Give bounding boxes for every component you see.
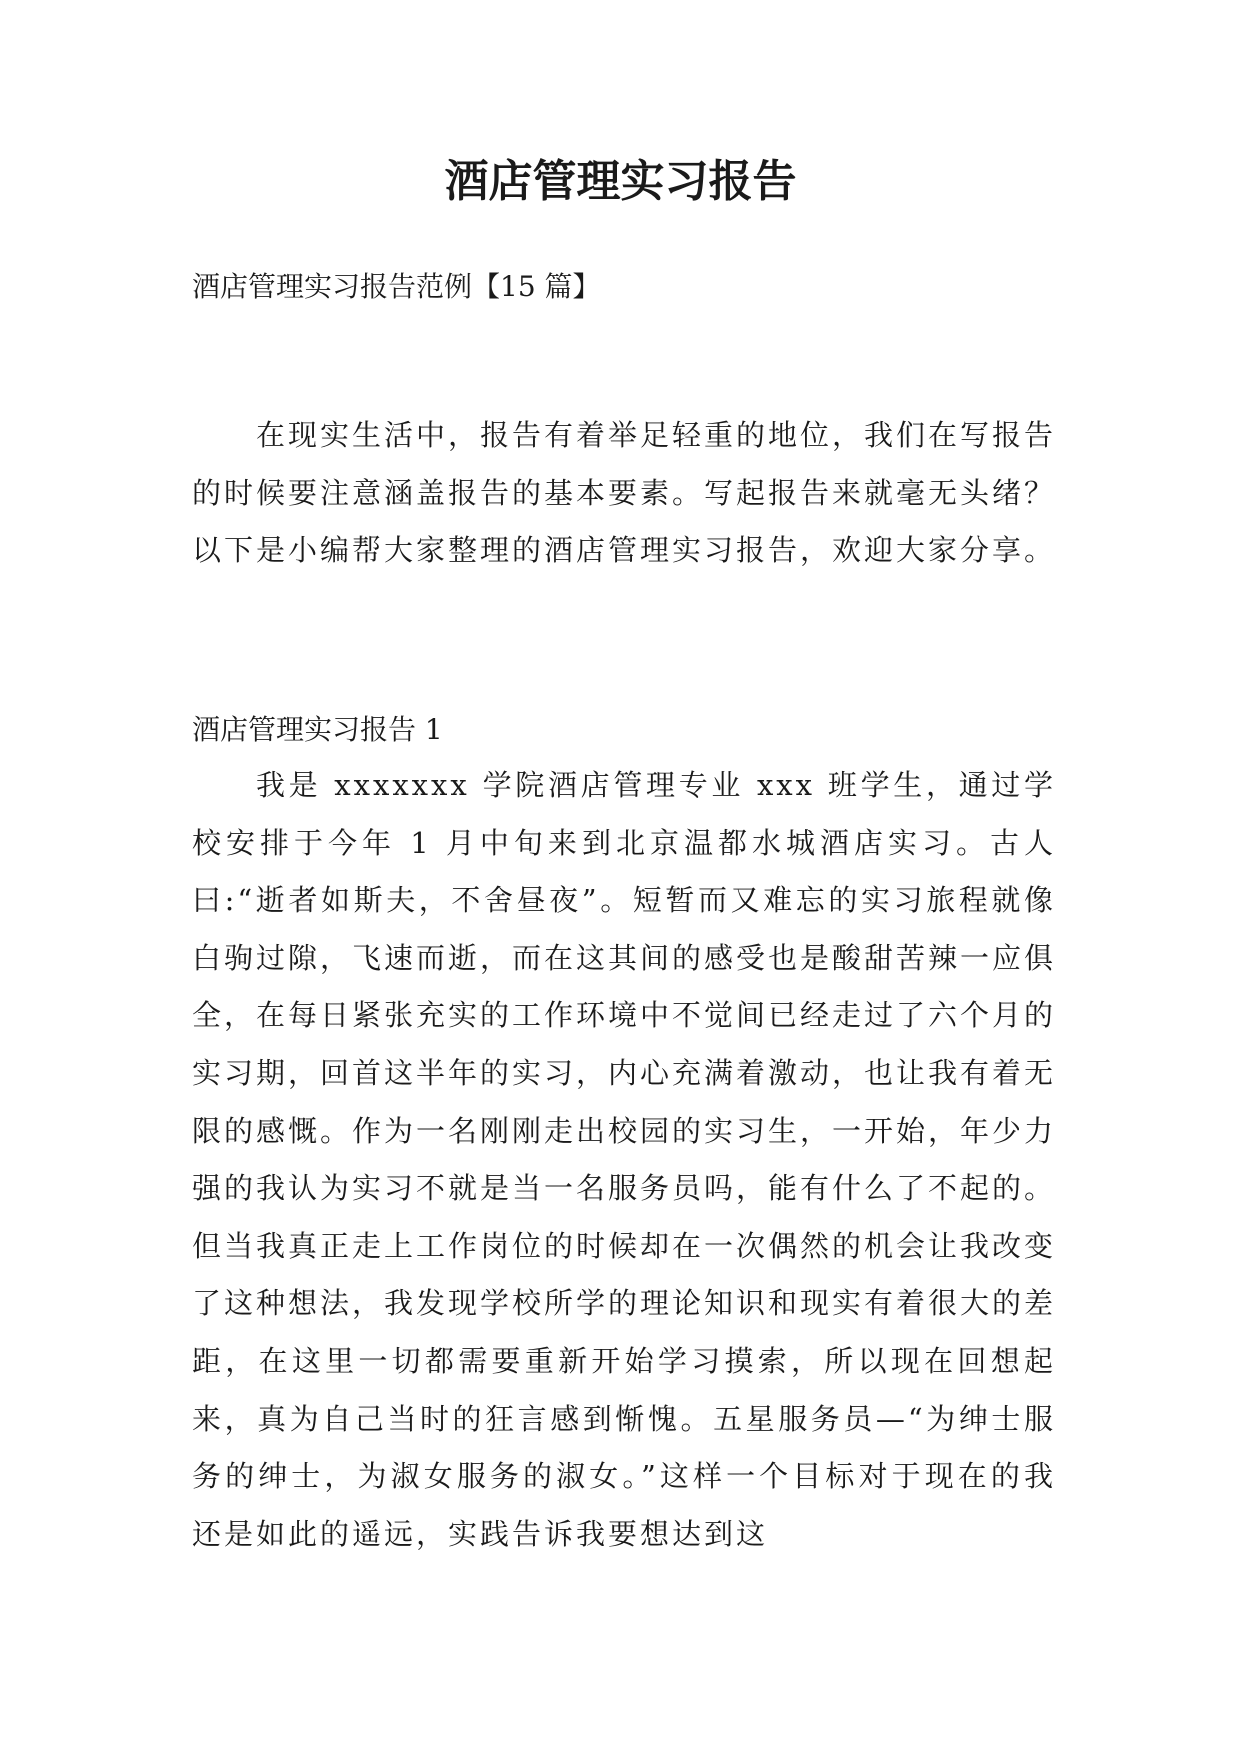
intro-paragraph: 在现实生活中，报告有着举足轻重的地位，我们在写报告的时候要注意涵盖报告的基本要素。写起报告来就毫无头绪？以下是小编帮大家整理的酒店管理实习报告，欢迎大家分享。: [192, 418, 1057, 568]
document-title: 酒店管理实习报告: [444, 156, 797, 207]
section-body-1: 我是 xxxxxxx 学院酒店管理专业 xxx 班学生，通过学校安排于今年 1 月中旬来到北京温都水城酒店实习。古人曰:“逝者如斯夫，不舍昼夜”。短暂而又难忘的实习旅程就像白驹过隙，飞速而逝，而在这其间的感受也是酸甜苦辣一应俱全，在每日紧张充实的工作环境中不觉间已经走过了六个月的实习期，回首这半年的实习，内心充满着激动，也让我有着无限的感慨。作为一名刚刚走出校园的实习生，一开始，年少力强的我认为实习不就是当一名服务员吗，能有什么了不起的。但当我真正走上工作岗位的时候却在一次偶然的机会让我改变了这种想法，我发现学校所学的理论知识和现实有着很大的差距，在这里一切都需要重新开始学习摸索，所以现在回想起来，真为自己当时的狂言感到惭愧。五星服务员—“为绅士服务的绅士，为淑女服务的淑女。”这样一个目标对于现在的我还是如此的遥远，实践告诉我要想达到这: [192, 768, 1057, 1551]
section-heading-1: 酒店管理实习报告 1: [192, 713, 443, 746]
document-subtitle: 酒店管理实习报告范例【15 篇】: [192, 270, 601, 303]
